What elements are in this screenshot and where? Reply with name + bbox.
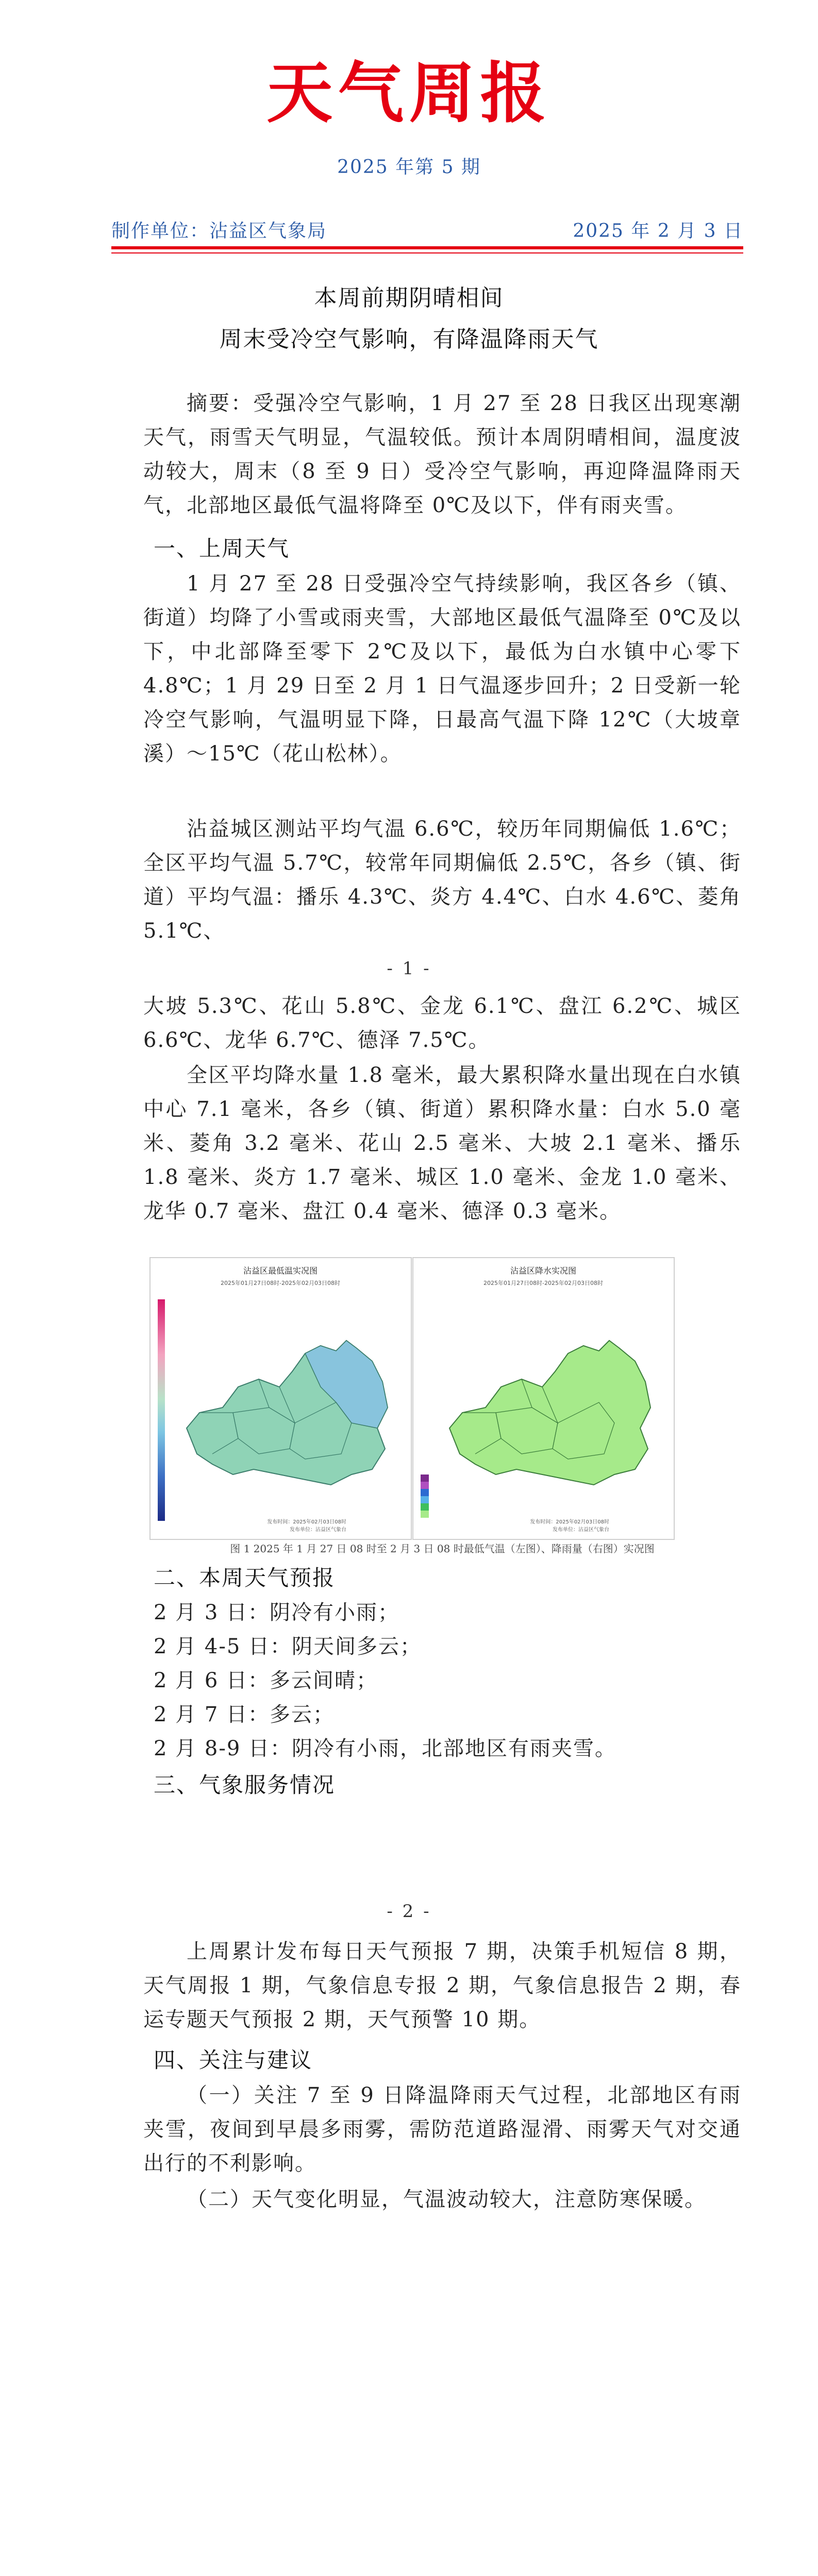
left-map-subtitle: 2025年01月27日08时-2025年02月03日08时 — [221, 1280, 340, 1286]
section-heading-last-week: 一、上周天气 — [154, 536, 290, 561]
min-temperature-map — [149, 1257, 412, 1540]
headline-line-1: 本周前期阴晴相间 — [314, 285, 504, 311]
precipitation-legend — [421, 1475, 429, 1518]
temperature-color-bar — [158, 1299, 165, 1521]
right-map-subtitle: 2025年01月27日08时-2025年02月03日08时 — [483, 1280, 603, 1286]
issue-date: 2025 年 2 月 3 日 — [573, 221, 743, 242]
last-week-paragraph-3: 全区平均降水量 1.8 毫米，最大累积降水量出现在白水镇中心 7.1 毫米，各乡（镇、街道）累积降水量：白水 5.0 毫米、菱角 3.2 毫米、花山 2.5 毫米、大坡 2.1 毫米、播乐 1.8 毫米、炎方 1.7 毫米、城区 1.0 毫米、金龙 1.0 毫米、龙华 0.7 毫米、盘江 0.4 毫米、德泽 0.3 毫米。 — [143, 1063, 741, 1223]
advice-paragraph-2: （二）天气变化明显，气温波动较大，注意防寒保暖。 — [187, 2188, 706, 2211]
forecast-item: 2 月 8-9 日：阴冷有小雨，北部地区有雨夹雪。 — [154, 1737, 617, 1760]
section-heading-service: 三、气象服务情况 — [154, 1772, 336, 1798]
left-map-footer-time: 发布时间：2025年02月03日08时 — [267, 1519, 346, 1525]
section-heading-advice: 四、关注与建议 — [154, 2047, 313, 2073]
section-heading-forecast: 二、本周天气预报 — [154, 1565, 336, 1590]
masthead-title: 天气周报 — [266, 55, 552, 132]
left-map-footer-unit: 发布单位：沾益区气象台 — [290, 1527, 346, 1533]
last-week-paragraph-2a: 沾益城区测站平均气温 6.6℃，较历年同期偏低 1.6℃；全区平均气温 5.7℃，较常年同期偏低 2.5℃，各乡（镇、街道）平均气温：播乐 4.3℃、炎方 4.4℃、白水 4.6℃、菱角 5.1℃、 — [143, 817, 741, 943]
right-map-title: 沾益区降水实况图 — [510, 1266, 577, 1276]
figure-caption: 图 1 2025 年 1 月 27 日 08 时至 2 月 3 日 08 时最低气温（左图）、降雨量（右图）实况图 — [230, 1543, 655, 1555]
last-week-paragraph-2b: 大坡 5.3℃、花山 5.8℃、金龙 6.1℃、盘江 6.2℃、城区 6.6℃、龙华 6.7℃、德泽 7.5℃。 — [143, 994, 741, 1052]
header-rule-thin — [111, 252, 743, 253]
page-number-1: - 1 - — [387, 958, 431, 979]
summary-paragraph: 摘要：受强冷空气影响，1 月 27 至 28 日我区出现寒潮天气，雨雪天气明显，气温较低。预计本周阴晴相间，温度波动较大，周末（8 至 9 日）受冷空气影响，再迎降温降雨天气，北部地区最低气温将降至 0℃及以下，伴有雨夹雪。 — [143, 392, 741, 517]
advice-paragraph-1: （一）关注 7 至 9 日降温降雨天气过程，北部地区有雨夹雪，夜间到早晨多雨雾，需防范道路湿滑、雨雾天气对交通出行的不利影响。 — [143, 2083, 741, 2175]
service-paragraph: 上周累计发布每日天气预报 7 期，决策手机短信 8 期，天气周报 1 期，气象信息专报 2 期，气象信息报告 2 期，春运专题天气预报 2 期，天气预警 10 期。 — [143, 1940, 741, 2031]
right-map-footer-unit: 发布单位：沾益区气象台 — [553, 1527, 609, 1533]
issue-number: 2025 年第 5 期 — [337, 157, 481, 178]
forecast-item: 2 月 3 日：阴冷有小雨； — [154, 1601, 400, 1624]
header-rule-thick — [111, 246, 743, 249]
last-week-paragraph-1: 1 月 27 至 28 日受强冷空气持续影响，我区各乡（镇、街道）均降了小雪或雨夹雪，大部地区最低气温降至 0℃及以下，中北部降至零下 2℃及以下，最低为白水镇中心零下 4.8℃；1 月 29 日至 2 月 1 日气温逐步回升；2 日受新一轮冷空气影响，气温明显下降，日最高气温下降 12℃（大坡章溪）～15℃（花山松林）。 — [143, 572, 741, 766]
precipitation-map — [412, 1257, 675, 1540]
forecast-item: 2 月 4-5 日：阴天间多云； — [154, 1635, 422, 1658]
min-temperature-map-graphic — [151, 1258, 411, 1539]
precipitation-map-graphic — [413, 1258, 674, 1539]
right-map-footer-time: 发布时间：2025年02月03日08时 — [530, 1519, 609, 1525]
forecast-item: 2 月 6 日：多云间晴； — [154, 1669, 378, 1692]
page-number-2: - 2 - — [387, 1901, 431, 1922]
headline-line-2: 周末受冷空气影响，有降温降雨天气 — [219, 326, 599, 352]
producer-unit: 制作单位：沾益区气象局 — [111, 221, 327, 242]
forecast-item: 2 月 7 日：多云； — [154, 1703, 335, 1726]
left-map-title: 沾益区最低温实况图 — [243, 1266, 318, 1276]
